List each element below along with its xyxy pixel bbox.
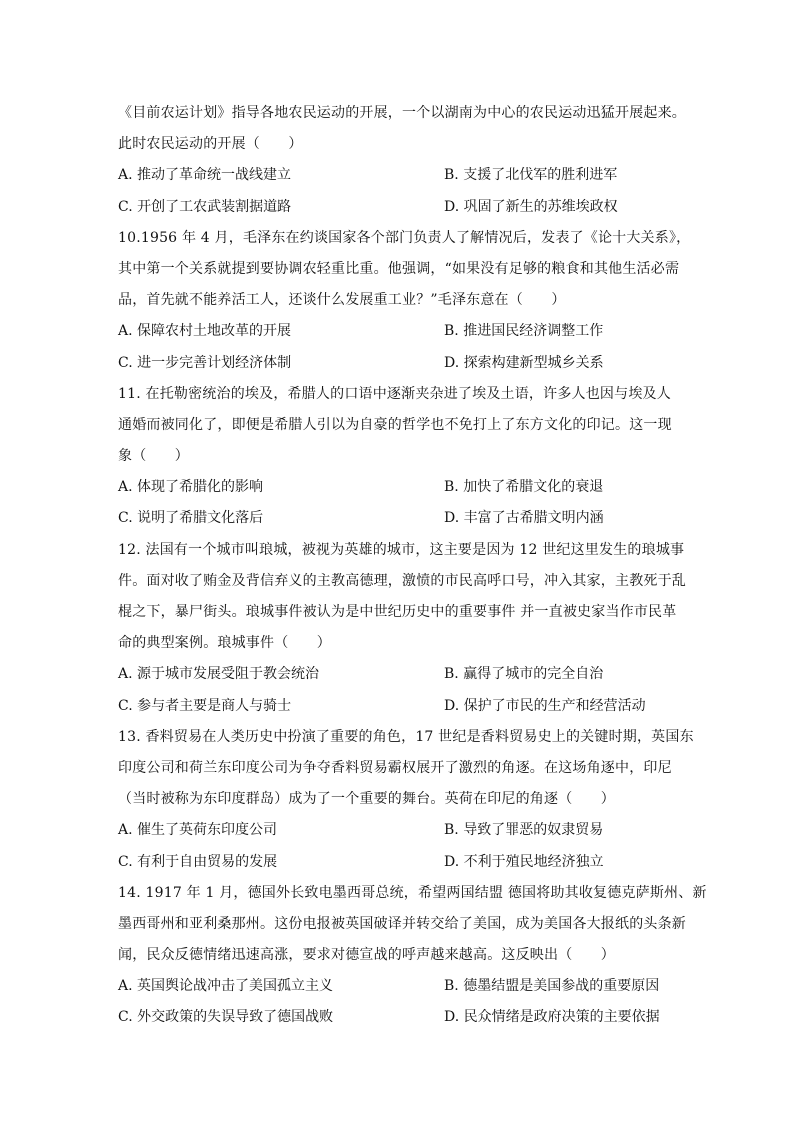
option-row bbox=[118, 847, 684, 878]
option-a: A. 保障农村土地改革的开展 bbox=[118, 323, 292, 340]
option-b: B. 加快了希腊文化的衰退 bbox=[444, 479, 604, 496]
exam-page bbox=[118, 98, 707, 1034]
question-stem-line: 12. 法国有一个城市叫琅城，被视为英雄的城市，这主要是因为 12 世纪这里发生的琅城事 bbox=[118, 541, 685, 558]
option-c: C. 外交政策的失误导致了德国战败 bbox=[118, 1009, 334, 1026]
question-14 bbox=[118, 878, 707, 1034]
option-row bbox=[118, 503, 684, 534]
question-12 bbox=[118, 535, 684, 722]
question-stem-line: 件。面对收了贿金及背信弃义的主教高德理，激愤的市民高呼口号，冲入其家，主教死于乱 bbox=[118, 572, 686, 589]
question-10 bbox=[118, 223, 691, 379]
option-b: B. 导致了罪恶的奴隶贸易 bbox=[444, 822, 604, 839]
option-row bbox=[118, 815, 684, 846]
question-9 bbox=[118, 98, 684, 223]
question-stem-line: 此时农民运动的开展（ ） bbox=[118, 136, 303, 153]
option-a: A. 体现了希腊化的影响 bbox=[118, 479, 264, 496]
option-d: D. 不利于殖民地经济独立 bbox=[444, 853, 604, 870]
question-stem-line: 13. 香料贸易在人类历史中扮演了重要的角色，17 世纪是香料贸易史上的关键时期，英国东 bbox=[118, 728, 694, 745]
option-b: B. 赢得了城市的完全自治 bbox=[444, 666, 604, 683]
option-row bbox=[118, 160, 684, 191]
question-stem-line: 14. 1917 年 1 月，德国外长致电墨西哥总统，希望两国结盟 德国将助其收复德克萨斯州、新 bbox=[118, 884, 707, 901]
option-d: D. 丰富了古希腊文明内涵 bbox=[444, 510, 604, 527]
option-row bbox=[118, 192, 684, 223]
option-c: C. 参与者主要是商人与骑士 bbox=[118, 697, 292, 714]
question-stem-line: 象（ ） bbox=[118, 448, 189, 465]
option-row bbox=[118, 472, 684, 503]
question-stem-line: 墨西哥州和亚利桑那州。这份电报被英国破译并转交给了美国，成为美国各大报纸的头条新 bbox=[118, 915, 686, 932]
option-c: C. 说明了希腊文化落后 bbox=[118, 510, 264, 527]
question-stem-line: 品，首先就不能养活工人，还谈什么发展重工业？”毛泽东意在（ ） bbox=[118, 292, 566, 309]
option-c: C. 进一步完善计划经济体制 bbox=[118, 354, 292, 371]
option-a: A. 英国舆论战冲击了美国孤立主义 bbox=[118, 978, 334, 995]
option-b: B. 推进国民经济调整工作 bbox=[444, 323, 604, 340]
option-row bbox=[118, 691, 684, 722]
option-c: C. 开创了工农武装割据道路 bbox=[118, 198, 292, 215]
question-stem-line: 11. 在托勒密统治的埃及，希腊人的口语中逐渐夹杂进了埃及土语，许多人也因与埃及人 bbox=[118, 385, 671, 402]
option-d: D. 探索构建新型城乡关系 bbox=[444, 354, 604, 371]
option-row bbox=[118, 348, 684, 379]
option-b: B. 德墨结盟是美国参战的重要原因 bbox=[444, 978, 660, 995]
question-stem-line: 《目前农运计划》指导各地农民运动的开展，一个以湖南为中心的农民运动迅猛开展起来。 bbox=[118, 105, 686, 121]
question-11 bbox=[118, 379, 684, 535]
question-stem-line: 棍之下，暴尸街头。琅城事件被认为是中世纪历史中的重要事件 并一直被史家当作市民革 bbox=[118, 604, 677, 620]
option-c: C. 有利于自由贸易的发展 bbox=[118, 853, 278, 870]
question-stem-line: （当时被称为东印度群岛）成为了一个重要的舞台。英荷在印尼的角逐（ ） bbox=[118, 791, 615, 808]
option-b: B. 支援了北伐军的胜利进军 bbox=[444, 167, 618, 184]
option-row bbox=[118, 971, 684, 1002]
option-d: D. 民众情绪是政府决策的主要依据 bbox=[444, 1009, 660, 1026]
question-stem-line: 命的典型案例。琅城事件（ ） bbox=[118, 635, 331, 652]
question-13 bbox=[118, 722, 694, 878]
question-stem-line: 10.1956 年 4 月，毛泽东在约谈国家各个部门负责人了解情况后，发表了《论十大关系》， bbox=[118, 229, 691, 246]
question-stem-line: 印度公司和荷兰东印度公司为争夺香料贸易霸权展开了激烈的角逐。在这场角逐中，印尼 bbox=[118, 759, 672, 776]
option-row bbox=[118, 1002, 684, 1033]
option-a: A. 催生了英荷东印度公司 bbox=[118, 822, 278, 839]
question-stem-line: 闻，民众反德情绪迅速高涨，要求对德宣战的呼声越来越高。这反映出（ ） bbox=[118, 947, 615, 964]
question-stem-line: 其中第一个关系就提到要协调农轻重比重。他强调，“如果没有足够的粮食和其他生活必需 bbox=[118, 260, 680, 277]
option-row bbox=[118, 316, 684, 347]
option-d: D. 保护了市民的生产和经营活动 bbox=[444, 697, 646, 714]
option-row bbox=[118, 659, 684, 690]
option-d: D. 巩固了新生的苏维埃政权 bbox=[444, 198, 618, 215]
option-a: A. 推动了革命统一战线建立 bbox=[118, 167, 292, 184]
question-stem-line: 通婚而被同化了，即便是希腊人引以为自豪的哲学也不免打上了东方文化的印记。这一现 bbox=[118, 416, 672, 433]
option-a: A. 源于城市发展受阻于教会统治 bbox=[118, 666, 320, 683]
